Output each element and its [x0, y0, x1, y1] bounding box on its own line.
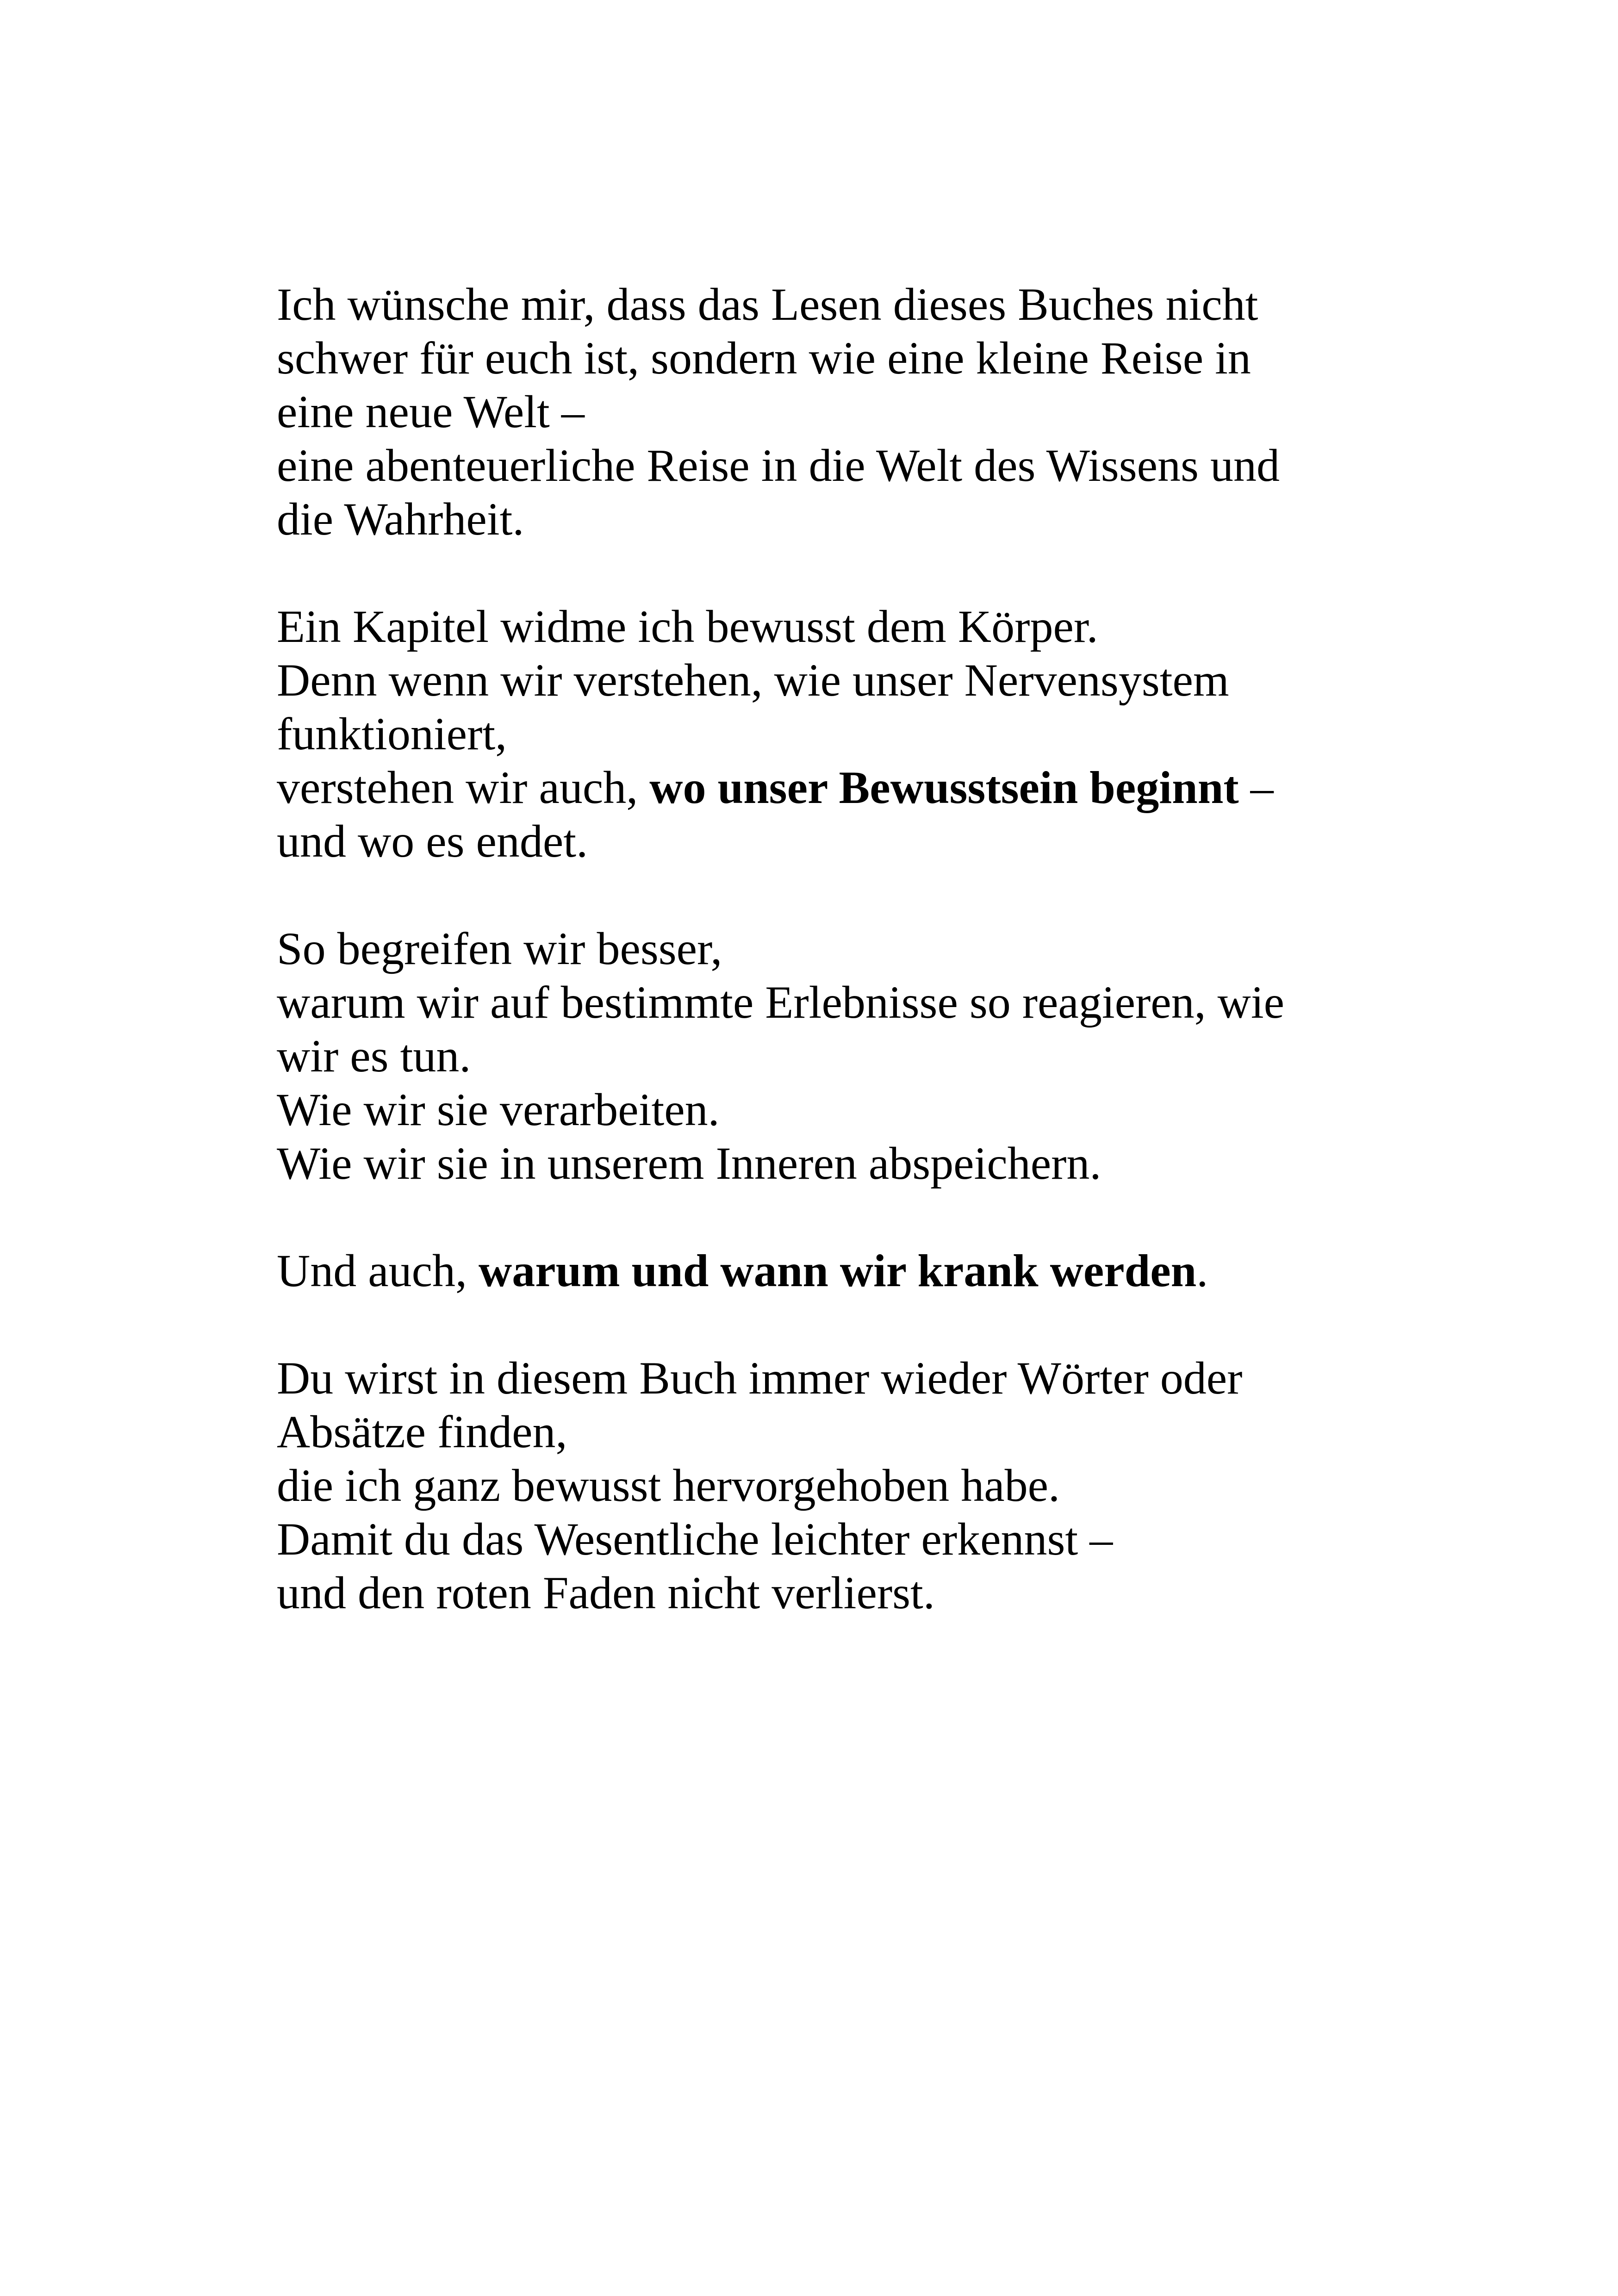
- paragraph-highlights: [277, 1351, 1388, 1620]
- text-line: Absätze finden,: [277, 1406, 567, 1457]
- paragraph-journey: [277, 278, 1388, 546]
- text-line: die ich ganz bewusst hervorgehoben habe.: [277, 1460, 1060, 1511]
- text-line: Ein Kapitel widme ich bewusst dem Körper.: [277, 601, 1098, 652]
- text-line: schwer für euch ist, sondern wie eine kleine Reise in: [277, 332, 1251, 384]
- paragraph-body: [277, 600, 1388, 868]
- text-segment: verstehen wir auch,: [277, 762, 650, 813]
- text-line: Ich wünsche mir, dass das Lesen dieses Buches nicht: [277, 279, 1258, 330]
- text-segment: Und auch,: [277, 1245, 479, 1296]
- text-segment: –: [1238, 762, 1274, 813]
- text-line: funktioniert,: [277, 708, 507, 759]
- text-line: Du wirst in diesem Buch immer wieder Wörter oder: [277, 1352, 1243, 1404]
- text-line: eine neue Welt –: [277, 386, 585, 437]
- text-line: eine abenteuerliche Reise in die Welt des Wissens und: [277, 440, 1280, 491]
- paragraph-understanding: [277, 922, 1388, 1190]
- text-line: So begreifen wir besser,: [277, 923, 722, 974]
- text-line: Wie wir sie verarbeiten.: [277, 1084, 720, 1135]
- text-line: wir es tun.: [277, 1030, 471, 1082]
- text-line-with-emphasis: [277, 761, 1388, 815]
- text-line: und den roten Faden nicht verlierst.: [277, 1567, 935, 1618]
- paragraph-illness: [277, 1244, 1388, 1298]
- emphasis-consciousness: wo unser Bewusstsein beginnt: [649, 762, 1239, 813]
- emphasis-illness: warum und wann wir krank werden: [479, 1245, 1197, 1296]
- text-line: die Wahrheit.: [277, 493, 524, 545]
- body-text: [277, 278, 1388, 1674]
- text-line: Wie wir sie in unserem Inneren abspeichern.: [277, 1138, 1101, 1189]
- text-line-with-emphasis: [277, 1244, 1388, 1298]
- text-line: warum wir auf bestimmte Erlebnisse so reagieren, wie: [277, 977, 1285, 1028]
- text-line: Denn wenn wir verstehen, wie unser Nervensystem: [277, 654, 1229, 706]
- text-line: und wo es endet.: [277, 815, 588, 867]
- text-line: Damit du das Wesentliche leichter erkennst –: [277, 1513, 1113, 1565]
- text-segment: .: [1196, 1245, 1208, 1296]
